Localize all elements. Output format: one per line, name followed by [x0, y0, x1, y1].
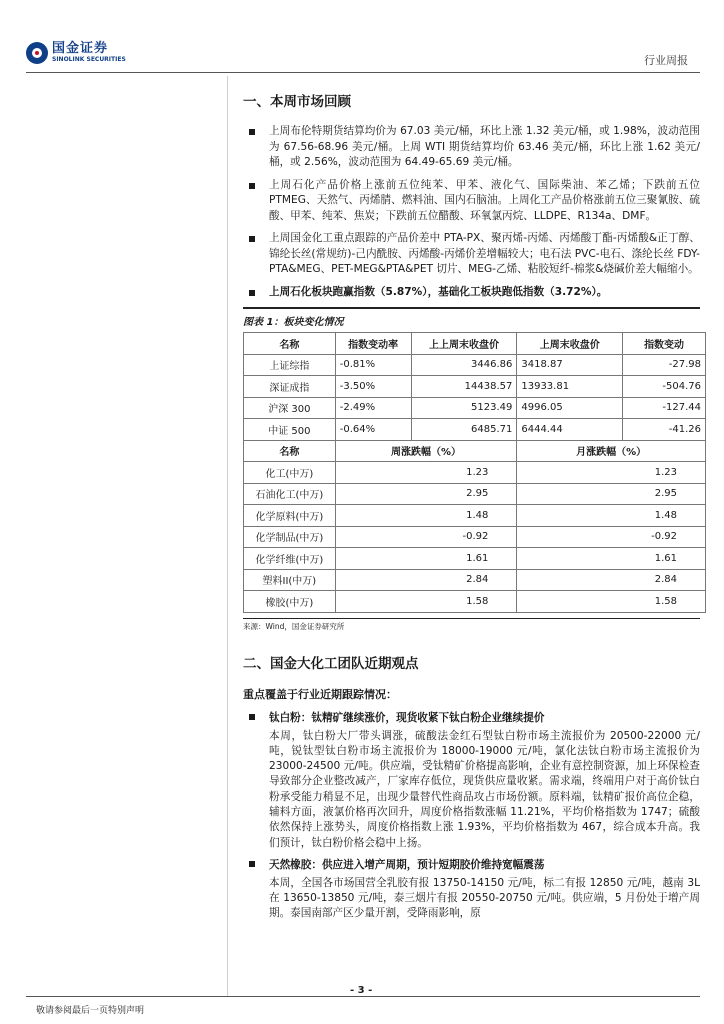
bullet-oil-price: 上周布伦特期货结算均价为 67.03 美元/桶，环比上涨 1.32 美元/桶，或 1.98%，波动范围为 67.56-68.96 美元/桶。上周 WTI 期货结算均价 63.46 美元/桶，环比上涨 1.62 美元/桶，或 2.56%，波动范围为 64.49-65.69 美元/桶。 — [243, 124, 700, 171]
table-cell: 沪深 300 — [244, 397, 336, 419]
section2-title: 二、国金大化工团队近期观点 — [243, 655, 419, 672]
table-cell: 2.95 — [335, 483, 517, 505]
titanium-dioxide-body: 本周，钛白粉大厂带头调涨，硫酸法金红石型钛白粉市场主流报价为 20500-22000 元/吨，锐钛型钛白粉市场主流报价为 18000-19000 元/吨，氯化法钛白粉市场主流报价为 23000-24500 元/吨。供应端，受钛精矿价格提高影响，企业有意控制资源，加上环保检查导致部分企业整改减产，厂家库存低位，现货供应量收紧。需求端，终端用户对于高价钛白粉承受能力稍显不足，出现少量替代性商品攻占市场份额。原料端，钛精矿报价高位企稳，辅料方面，液氯价格再次回升，周度价格指数涨幅 11.21%，平均价格指数为 1747；硫酸依然保持上涨势头，周度价格指数上涨 1.93%，平均价格指数为 467，综合成本升高。我们预计，钛白粉价格会稳中上扬。 — [269, 729, 700, 849]
table-row — [244, 376, 706, 398]
section2-subhead: 重点覆盖于行业近期跟踪情况： — [243, 687, 397, 701]
table-header: 名称 — [244, 333, 336, 355]
table-row — [244, 354, 706, 376]
table-cell: 4996.05 — [517, 397, 623, 419]
table-header: 名称 — [244, 440, 336, 462]
table-cell: -41.26 — [623, 419, 706, 441]
natural-rubber-head: 天然橡胶：供应进入增产周期，预计短期胶价维持宽幅震荡 — [243, 857, 700, 872]
table-cell: 1.23 — [335, 462, 517, 484]
table-cell: 橡胶(中万) — [244, 591, 336, 613]
table-cell: 2.95 — [517, 483, 706, 505]
table-row — [244, 591, 706, 613]
table-header: 周涨跌幅（%） — [335, 440, 517, 462]
table-cell: 化学纤维(中万) — [244, 548, 336, 570]
figure-source: 来源：Wind，国金证券研究所 — [243, 618, 700, 632]
table-header: 指数变动 — [623, 333, 706, 355]
table-cell: 14438.57 — [411, 376, 517, 398]
table-cell: 3418.87 — [517, 354, 623, 376]
logo-cn-text: 国金证券 — [52, 41, 109, 56]
table-header: 月涨跌幅（%） — [517, 440, 706, 462]
table-row — [244, 419, 706, 441]
titanium-dioxide-head: 钛白粉：钛精矿继续涨价，现货收紧下钛白粉企业继续提价 — [243, 710, 700, 725]
header-divider — [26, 72, 700, 73]
company-logo — [26, 42, 126, 64]
table-cell: 1.48 — [517, 505, 706, 527]
market-review-list — [243, 124, 700, 300]
table-cell: 1.23 — [517, 462, 706, 484]
table-cell: 化学制品(中万) — [244, 526, 336, 548]
table-cell: 3446.86 — [411, 354, 517, 376]
table-cell: 1.58 — [335, 591, 517, 613]
bullet-spreads: 上周国金化工重点跟踪的产品价差中 PTA-PX、聚丙烯-丙烯、丙烯酸丁酯-丙烯酸&正丁醇、锦纶长丝(常规纺)-己内酰胺、丙烯酸-丙烯价差增幅较大；电石法 PVC-电石、涤纶长丝 FDY-PTA&MEG、PET-MEG&PTA&PET 切片、MEG-乙烯、粘胶短纤-棉浆&烧碱价差大幅缩小。 — [243, 231, 700, 278]
table-cell: 上证综指 — [244, 354, 336, 376]
table-cell: -0.92 — [517, 526, 706, 548]
page-number: - 3 - — [346, 985, 376, 996]
table-cell: -3.50% — [335, 376, 411, 398]
table-cell: 2.84 — [517, 569, 706, 591]
table-row — [244, 548, 706, 570]
natural-rubber-body: 本周，全国各市场国营全乳胶有报 13750-14150 元/吨，标二有报 12850 元/吨，越南 3L 在 13650-13850 元/吨，泰三烟片有报 20550-20750 元/吨。供应端，5 月份处于增产周期。泰国南部产区少量开割，受降雨影响，原 — [269, 876, 700, 920]
footer-divider — [26, 996, 700, 997]
table-cell: 中证 500 — [244, 419, 336, 441]
table-row — [244, 526, 706, 548]
table-cell: 13933.81 — [517, 376, 623, 398]
table-header: 上上周末收盘价 — [411, 333, 517, 355]
table-cell: 塑料II(中万) — [244, 569, 336, 591]
sector-change-table — [243, 332, 706, 613]
disclaimer-note: 敬请参阅最后一页特别声明 — [36, 1006, 145, 1016]
section1-title: 一、本周市场回顾 — [243, 94, 351, 110]
table-cell: -0.92 — [335, 526, 517, 548]
column-divider — [227, 76, 228, 996]
table-row — [244, 505, 706, 527]
report-type: 行业周报 — [644, 54, 688, 67]
table-header-row — [244, 333, 706, 355]
table-row — [244, 397, 706, 419]
table-cell: 1.61 — [335, 548, 517, 570]
table-cell: 6444.44 — [517, 419, 623, 441]
table-header: 上周末收盘价 — [517, 333, 623, 355]
table-cell: 5123.49 — [411, 397, 517, 419]
table-cell: -27.98 — [623, 354, 706, 376]
table-cell: 1.48 — [335, 505, 517, 527]
table-cell: -0.64% — [335, 419, 411, 441]
table-row — [244, 569, 706, 591]
logo-en-text: SINOLINK SECURITIES — [52, 56, 126, 63]
table-cell: -504.76 — [623, 376, 706, 398]
bullet-sector-performance: 上周石化板块跑赢指数（5.87%），基础化工板块跑低指数（3.72%）。 — [243, 285, 700, 301]
main-content — [243, 90, 700, 928]
table-header: 指数变动率 — [335, 333, 411, 355]
table-cell: 石油化工(中万) — [244, 483, 336, 505]
table-cell: 化工(中万) — [244, 462, 336, 484]
table-cell: 化学原料(中万) — [244, 505, 336, 527]
logo-emblem-icon — [26, 42, 48, 64]
table-cell: 深证成指 — [244, 376, 336, 398]
page-header — [0, 0, 724, 76]
table-cell: 2.84 — [335, 569, 517, 591]
table-cell: -127.44 — [623, 397, 706, 419]
table-row — [244, 462, 706, 484]
table-subheader-row — [244, 440, 706, 462]
table-cell: 6485.71 — [411, 419, 517, 441]
table-cell: 1.61 — [517, 548, 706, 570]
table-cell: 1.58 — [517, 591, 706, 613]
table-cell: -0.81% — [335, 354, 411, 376]
table-cell: -2.49% — [335, 397, 411, 419]
bullet-product-prices: 上周石化产品价格上涨前五位纯苯、甲苯、液化气、国际柴油、苯乙烯；下跌前五位 PTMEG、天然气、丙烯腈、燃料油、国内石脑油。上周化工产品价格涨前五位三聚氰胺、硫酸、甲苯、纯苯、焦炭；下跌前五位醋酸、环氧氯丙烷、LLDPE、R134a、DMF。 — [243, 178, 700, 225]
table-row — [244, 483, 706, 505]
figure-label: 图表 1：板块变化情况 — [243, 307, 700, 332]
